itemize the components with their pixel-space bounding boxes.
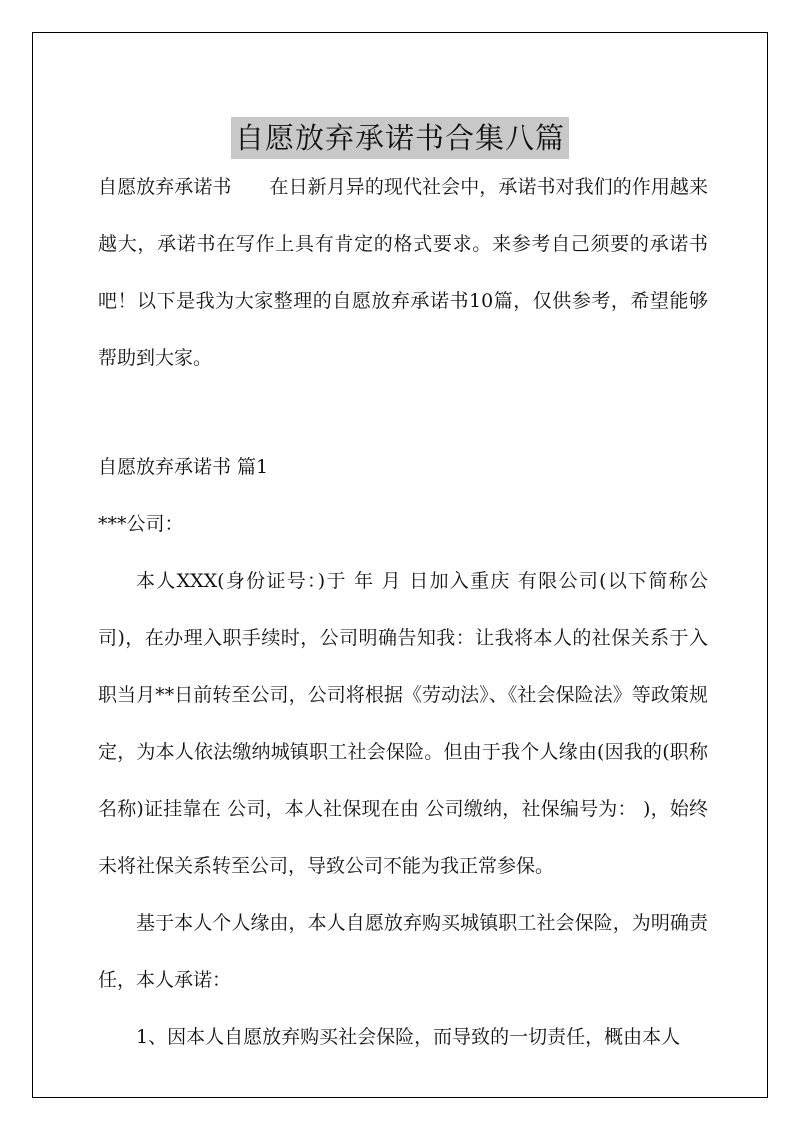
document-title: 自愿放弃承诺书合集八篇 [231,117,569,159]
document-body [98,159,708,1066]
body-paragraph-3: 1、因本人自愿放弃购买社会保险，而导致的一切责任，概由本人 [136,1026,681,1048]
salutation: ***公司： [98,513,184,535]
body-paragraph-2: 基于本人个人缘由，本人自愿放弃购买城镇职工社会保险，为明确责任，本人承诺： [98,912,708,991]
section-heading: 自愿放弃承诺书 篇1 [98,456,269,478]
intro-paragraph [98,159,708,387]
intro-text: 在日新月异的现代社会中，承诺书对我们的作用越来越大，承诺书在写作上具有肯定的格式要求。来参考自己须要的承诺书吧！以下是我为大家整理的自愿放弃承诺书10篇，仅供参考，希望能够帮助到大家。 [98,176,708,369]
body-paragraph-1: 本人XXX(身份证号：)于 年 月 日加入重庆 有限公司(以下简称公司)，在办理入职手续时，公司明确告知我：让我将本人的社保关系于入职当月**日前转至公司，公司将根据《劳动法》、《社会保险法》等政策规定，为本人依法缴纳城镇职工社会保险。但由于我个人缘由(因我的(职称名称)证挂靠在 公司，本人社保现在由 公司缴纳，社保编号为： )，始终未将社保关系转至公司，导致公司不能为我正常参保。 [98,570,708,877]
intro-label: 自愿放弃承诺书 [98,176,232,198]
